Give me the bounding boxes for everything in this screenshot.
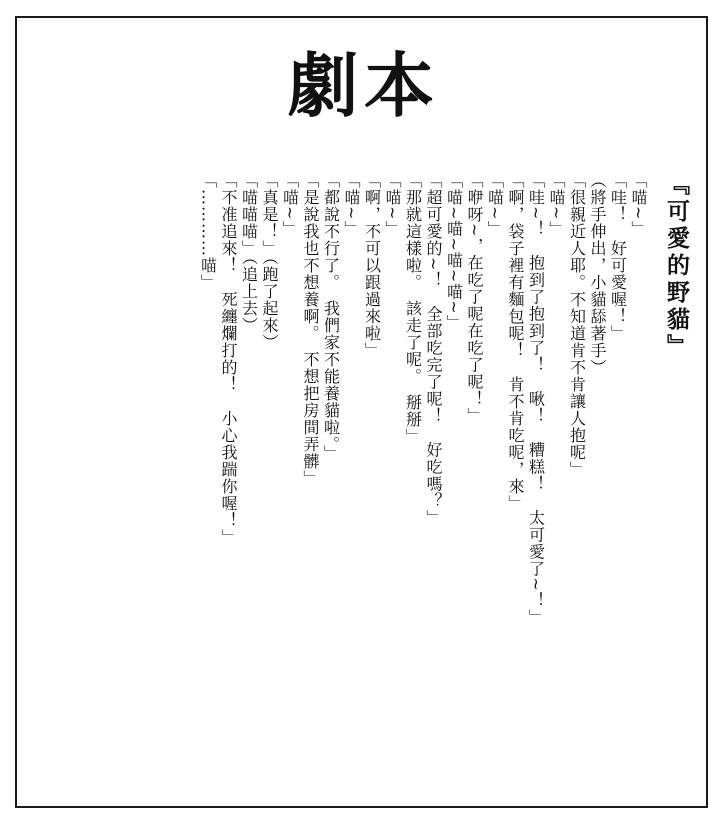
- script-line: 「是說我也不想養啊。 不想把房間弄髒」: [301, 172, 320, 487]
- play-title: 『可愛的野貓』: [663, 172, 690, 361]
- script-line: 「真是！」（跑了起來）: [260, 172, 279, 351]
- script-line: 「都說不行了。 我們家不能養貓啦。」: [321, 172, 341, 462]
- script-line: 「啊，不可以跟過來啦」: [362, 172, 382, 359]
- script-line: 「…………喵」: [198, 172, 218, 291]
- script-line: 「喵喵喵」（追上去）: [239, 172, 259, 334]
- script-line: 「很親近人耶。不知道肯不肯讓人抱呢」: [567, 172, 587, 478]
- page-title: 劇本: [288, 45, 440, 127]
- script-line: 「啊，袋子裡有麵包呢！ 肯不肯吃呢，來」: [506, 172, 525, 512]
- script-line: 「喵~」: [485, 172, 505, 238]
- stage-direction: （將手伸出，小貓舔著手）: [588, 172, 607, 376]
- script-line: 「哇！ 好可愛喔！」: [608, 172, 628, 342]
- script-line: 「那就這樣啦。 該走了呢。 掰掰」: [403, 172, 423, 445]
- script-line: 「喵~」: [383, 172, 402, 238]
- script-line: 「不准追來！ 死纏爛打的！ 小心我踹你喔！」: [219, 172, 238, 546]
- script-line: 「喵~」: [629, 172, 648, 238]
- script-line: 「喵~」: [342, 172, 361, 238]
- script-line: 「超可愛的~！ 全部吃完了呢！ 好吃嗎？」: [424, 172, 443, 527]
- script-body: [50, 172, 690, 782]
- script-line: 「喵~喵~喵~喵~」: [444, 172, 464, 332]
- script-line: 「哇~！ 抱到了抱到了！ 啾！ 糟糕！ 太可愛了~！」: [526, 172, 546, 626]
- script-line: 「咿呀~，在吃了呢在吃了呢！」: [465, 172, 484, 425]
- script-line: 「喵~」: [547, 172, 566, 238]
- script-line: 「喵~」: [280, 172, 300, 238]
